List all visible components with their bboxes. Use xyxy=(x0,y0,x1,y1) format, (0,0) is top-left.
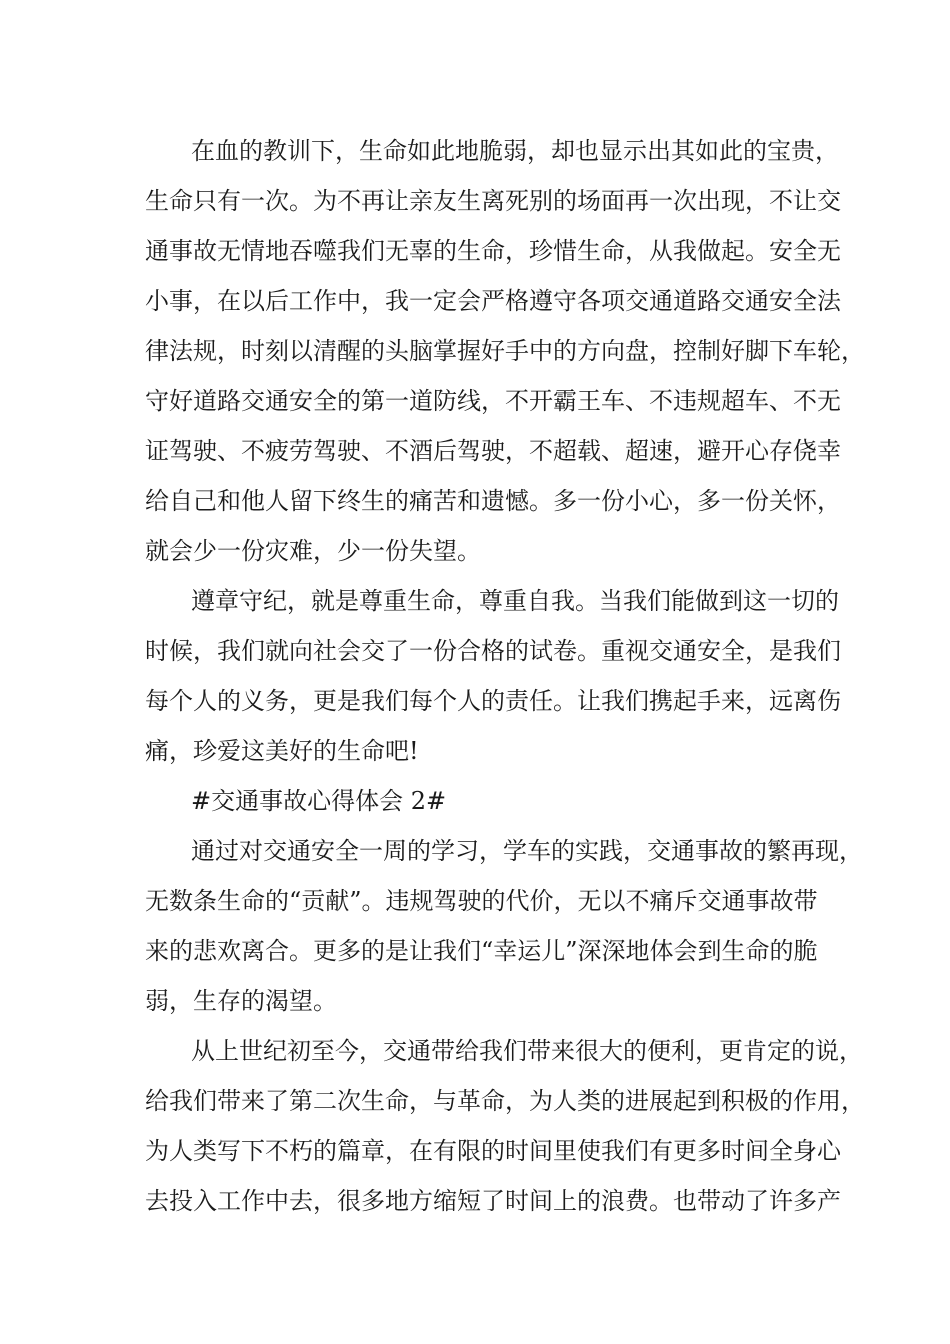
paragraph-line: 给自己和他人留下终生的痛苦和遗憾。多一份小心，多一份关怀， xyxy=(145,487,841,515)
paragraph-line: 每个人的义务，更是我们每个人的责任。让我们携起手来，远离伤 xyxy=(145,687,841,715)
paragraph-line: 给我们带来了第二次生命，与革命，为人类的进展起到积极的作用， xyxy=(145,1087,865,1115)
paragraph-line: 证驾驶、不疲劳驾驶、不酒后驾驶，不超载、超速，避开心存侥幸 xyxy=(145,437,841,465)
paragraph-line: 来的悲欢离合。更多的是让我们“幸运儿”深深地体会到生命的脆 xyxy=(145,937,818,965)
paragraph-line: 遵章守纪，就是尊重生命，尊重自我。当我们能做到这一切的 xyxy=(191,587,839,615)
paragraph-line: 通事故无情地吞噬我们无辜的生命，珍惜生命，从我做起。安全无 xyxy=(145,237,841,265)
paragraph-line: 守好道路交通安全的第一道防线，不开霸王车、不违规超车、不无 xyxy=(145,387,841,415)
paragraph-line: 从上世纪初至今，交通带给我们带来很大的便利，更肯定的说， xyxy=(191,1037,863,1065)
paragraph-line: 就会少一份灾难，少一份失望。 xyxy=(145,537,481,565)
section-heading: #交通事故心得体会 2# xyxy=(191,787,447,815)
paragraph-line: 无数条生命的“贡献”。违规驾驶的代价，无以不痛斥交通事故带 xyxy=(145,887,818,915)
paragraph-line: 去投入工作中去，很多地方缩短了时间上的浪费。也带动了许多产 xyxy=(145,1187,841,1215)
paragraph-line: 时候，我们就向社会交了一份合格的试卷。重视交通安全，是我们 xyxy=(145,637,841,665)
paragraph-line: 弱，生存的渴望。 xyxy=(145,987,337,1015)
paragraph-line: 生命只有一次。为不再让亲友生离死别的场面再一次出现，不让交 xyxy=(145,187,841,215)
paragraph-line: 小事，在以后工作中，我一定会严格遵守各项交通道路交通安全法 xyxy=(145,287,841,315)
paragraph-line: 律法规，时刻以清醒的头脑掌握好手中的方向盘，控制好脚下车轮， xyxy=(145,337,865,365)
paragraph-line: 痛，珍爱这美好的生命吧! xyxy=(145,737,419,765)
paragraph-line: 在血的教训下，生命如此地脆弱，却也显示出其如此的宝贵， xyxy=(191,137,839,165)
paragraph-line: 为人类写下不朽的篇章，在有限的时间里使我们有更多时间全身心 xyxy=(145,1137,841,1165)
paragraph-line: 通过对交通安全一周的学习，学车的实践，交通事故的繁再现， xyxy=(191,837,863,865)
document-body xyxy=(145,126,865,1226)
